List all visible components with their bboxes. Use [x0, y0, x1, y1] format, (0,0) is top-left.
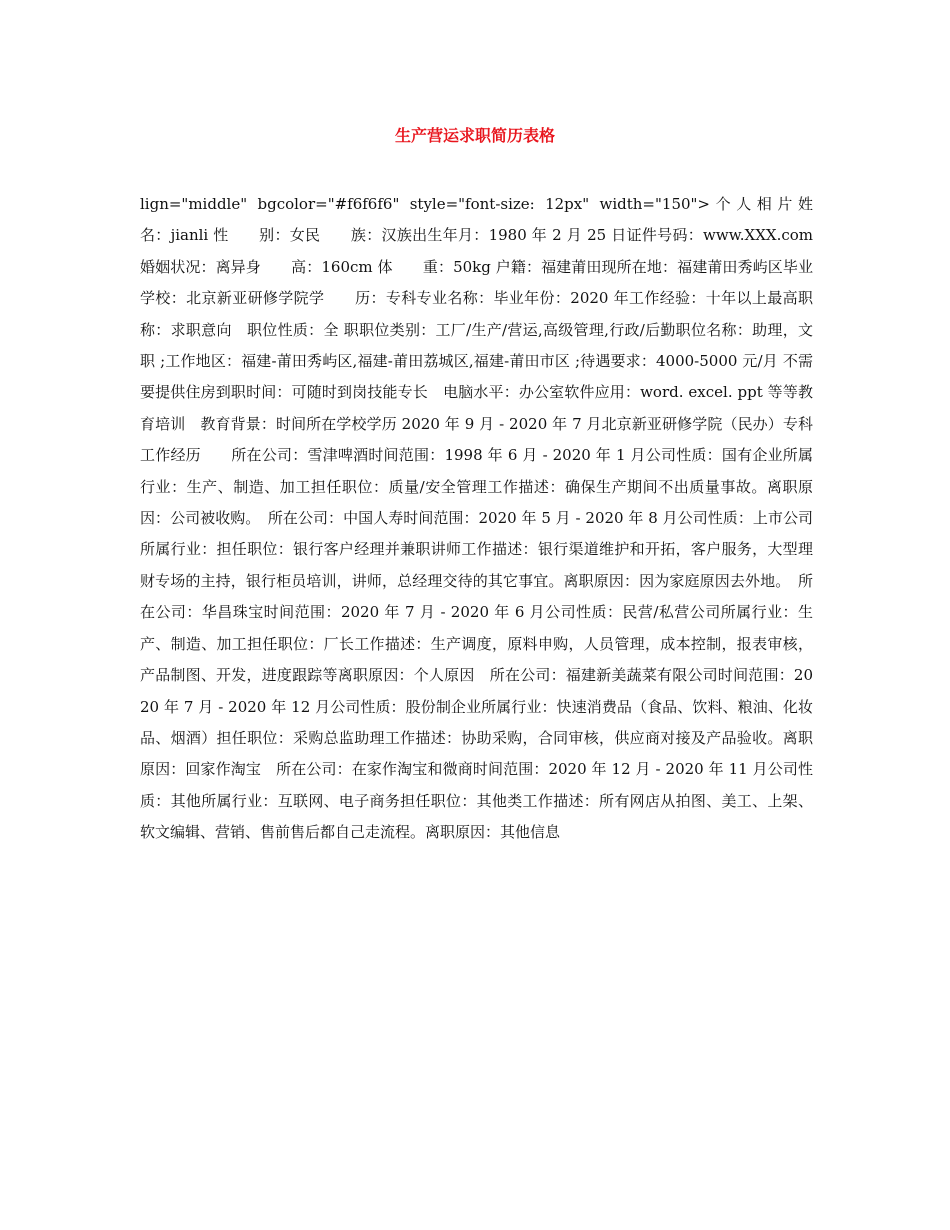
- document-title: 生产营运求职简历表格: [394, 126, 555, 145]
- resume-body-text: lign="middle" bgcolor="#f6f6f6" style="font-size: 12px" width="150">个人相片姓 名：jianli 性 别：女民 族：汉族出生年月：1980 年 2 月 25 日证件号码：www.XXX.com 婚姻状况：离异身 高：160cm 体 重：50kg 户籍：福建莆田现所在地：福建莆田秀屿区毕业学校：北京新亚研修学院学 历：专科专业名称：毕业年份：2020 年工作经验：十年以上最高职称：求职意向 职位性质：全 职职位类别：工厂/生产/营运,高级管理,行政/后勤职位名称：助理，文职 ;工作地区：福建-莆田秀屿区,福建-莆田荔城区,福建-莆田市区 ;待遇要求：4000-5000 元/月 不需要提供住房到职时间：可随时到岗技能专长 电脑水平：办公室软件应用：word. excel. ppt 等等教育培训 教育背景：时间所在学校学历 2020 年 9 月 - 2020 年 7 月北京新亚研修学院（民办）专科工作经历 所在公司：雪津啤酒时间范围：1998 年 6 月 - 2020 年 1 月公司性质：国有企业所属行业：生产、制造、加工担任职位：质量/安全管理工作描述：确保生产期间不出质量事故。离职原因：公司被收购。 所在公司：中国人寿时间范围：2020 年 5 月 - 2020 年 8 月公司性质：上市公司所属行业：担任职位：银行客户经理并兼职讲师工作描述：银行渠道维护和开拓，客户服务，大型理财专场的主持，银行柜员培训，讲师，总经理交待的其它事宜。离职原因：因为家庭原因去外地。 所在公司：华昌珠宝时间范围：2020 年 7 月 - 2020 年 6 月公司性质：民营/私营公司所属行业：生产、制造、加工担任职位：厂长工作描述：生产调度，原料申购，人员管理，成本控制，报表审核，产品制图、开发，进度跟踪等离职原因：个人原因 所在公司：福建新美蔬菜有限公司时间范围：2020 年 7 月 - 2020 年 12 月公司性质：股份制企业所属行业：快速消费品（食品、饮料、粮油、化妆品、烟酒）担任职位：采购总监助理工作描述：协助采购，合同审核，供应商对接及产品验收。离职原因：回家作淘宝 所在公司：在家作淘宝和微商时间范围：2020 年 12 月 - 2020 年 11 月公司性质：其他所属行业：互联网、电子商务担任职位：其他类工作描述：所有网店从拍图、美工、上架、软文编辑、营销、售前售后都自己走流程。离职原因：其他信息: [140, 195, 844, 842]
